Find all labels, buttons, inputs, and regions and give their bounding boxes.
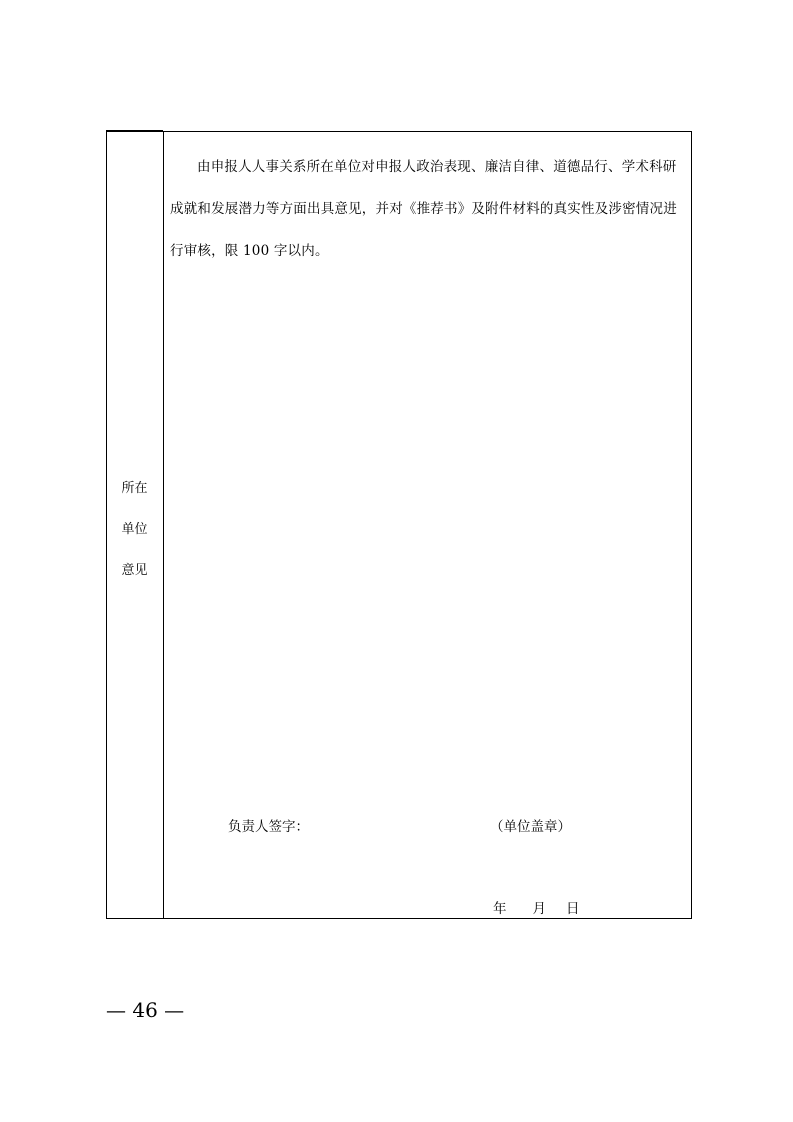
table-top-left-border bbox=[106, 130, 163, 132]
row-label-unit-opinion bbox=[106, 478, 163, 601]
date-day: 日 bbox=[566, 901, 580, 917]
table-top-border bbox=[163, 131, 692, 132]
row-label-line-3: 意见 bbox=[121, 563, 148, 578]
instruction-text: 由申报人人事关系所在单位对申报人政治表现、廉洁自律、道德品行、学术科研成就和发展潜力等方面出具意见，并对《推荐书》及附件材料的真实性及涉密情况进行审核，限 100 字以内。 bbox=[170, 159, 677, 259]
signature-label: 负责人签字： bbox=[228, 819, 309, 835]
page-number: — 46 — bbox=[106, 998, 185, 1022]
row-label-line-1: 所在 bbox=[121, 481, 148, 496]
seal-label: （单位盖章） bbox=[490, 819, 571, 835]
date-month: 月 bbox=[532, 901, 546, 917]
date-line bbox=[493, 897, 580, 917]
date-year: 年 bbox=[493, 901, 507, 917]
row-label-line-2: 单位 bbox=[121, 522, 148, 537]
column-divider bbox=[163, 131, 164, 919]
